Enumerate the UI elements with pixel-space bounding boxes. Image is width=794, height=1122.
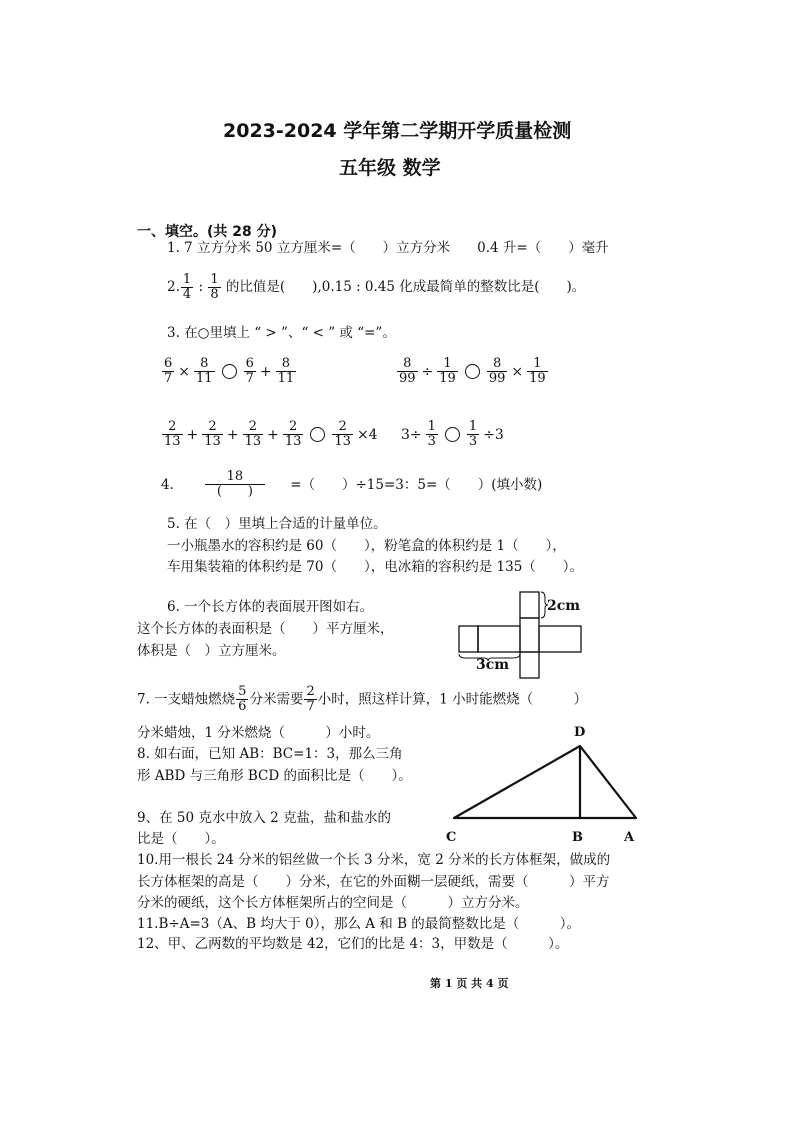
operator: × (178, 363, 191, 380)
question-10-line2: 长方体框架的高是（ ）分米，在它的外面糊一层硬纸，需要（ ）平方 (137, 874, 610, 890)
question-text: 分米需要 (249, 691, 304, 708)
label-point-d: D (574, 725, 586, 740)
question-7-line2: 分米蜡烛，1 分米燃烧（ ）小时。 (137, 725, 380, 741)
fraction: $\frac{8}{99}$ (488, 356, 506, 386)
question-text: 小时，照这样计算，1 小时能燃烧（ ） (317, 691, 588, 708)
question-11: 11.B÷A=3（A、B 均大于 0），那么 A 和 B 的最简整数比是（ ）。 (137, 916, 581, 932)
question-5-line2: 车用集装箱的体积约是 70（ ），电冰箱的容积约是 135（ ）。 (167, 559, 584, 575)
net-face-bottom (520, 652, 539, 678)
label-point-a: A (624, 830, 635, 845)
fraction: $\frac{2}{13}$ (204, 419, 221, 449)
fraction: $\frac{2}{13}$ (284, 419, 302, 449)
label-point-c: C (446, 830, 457, 845)
compare-circle[interactable] (222, 364, 237, 379)
question-10-line3: 分米的硬纸，这个长方体框架所占的空间是（ ）立方分米。 (137, 895, 529, 911)
question-1: 1. 7 立方分米 50 立方厘米=（ ）立方分米 0.4 升=（ ）毫升 (167, 240, 609, 256)
operator: × (511, 363, 524, 380)
net-face-left (478, 626, 520, 652)
operator: ÷3 (483, 426, 504, 443)
fraction: $\frac{2}{13}$ (334, 419, 351, 449)
operator: + (267, 426, 279, 443)
fraction: $\frac{2}{13}$ (244, 419, 262, 449)
question-5-line1: 一小瓶墨水的容积约是 60（ ），粉笔盒的体积约是 1（ ）， (167, 538, 566, 554)
fraction: $\frac{1}{4}$ (182, 272, 192, 302)
compare-expression-4 (398, 420, 507, 449)
question-10-line1: 10.用一根长 24 分米的铝丝做一个长 3 分米，宽 2 分米的长方体框架，做成的 (137, 852, 611, 868)
label-3cm: 3cm (476, 657, 510, 673)
fraction: $\frac{1}{19}$ (529, 356, 546, 386)
question-text: =（ ）÷15=3：5=（ ）(填小数) (290, 476, 543, 493)
label-2cm: 2cm (547, 598, 581, 614)
fraction: $\frac{8}{11}$ (277, 356, 295, 386)
operator: 3÷ (401, 426, 422, 443)
fraction: $\frac{1}{3}$ (468, 419, 478, 449)
question-3: 3. 在○里填上 “ > ”、“ < ” 或 “=”。 (167, 325, 396, 341)
question-4 (161, 470, 542, 499)
question-2 (167, 273, 585, 302)
section-heading: 一、填空。(共 28 分) (137, 224, 278, 240)
fraction: $\frac{2}{13}$ (164, 419, 181, 449)
fraction: $\frac{2}{7}$ (306, 684, 315, 714)
question-number: 2. (167, 279, 180, 295)
question-5: 5. 在（ ）里填上合适的计量单位。 (167, 516, 387, 532)
question-text: 7. 一支蜡烛燃烧 (137, 691, 236, 708)
fraction: $\frac{1}{19}$ (439, 356, 456, 386)
operator: ÷ (421, 363, 434, 380)
question-9-line2: 比是（ ）。 (137, 831, 225, 847)
operator: + (226, 426, 239, 443)
page-title: 2023-2024 学年第二学期开学质量检测 (223, 120, 572, 142)
page-footer: 第 1 页 共 4 页 (430, 977, 509, 990)
fraction: $\frac{1}{8}$ (210, 272, 219, 302)
compare-circle[interactable] (465, 364, 480, 379)
question-9-line1: 9、在 50 克水中放入 2 克盐，盐和盐水的 (137, 810, 392, 826)
compare-expression-2 (396, 357, 549, 386)
compare-circle[interactable] (445, 427, 460, 442)
question-12: 12、甲、乙两数的平均数是 42，它们的比是 4：3，甲数是（ ）。 (137, 936, 569, 952)
net-face-left-end (459, 626, 478, 652)
fraction: $\frac{6}{7}$ (245, 356, 254, 386)
operator: + (186, 426, 199, 443)
page-subtitle: 五年级 数学 (339, 157, 441, 179)
compare-circle[interactable] (310, 427, 325, 442)
fraction: $\frac{5}{6}$ (238, 684, 247, 714)
triangle-diagram (450, 742, 640, 822)
fraction: $\frac{1}{3}$ (427, 419, 436, 449)
question-6-line2: 体积是（ ）立方厘米。 (137, 643, 286, 659)
question-7 (137, 685, 587, 714)
operator: + (259, 363, 272, 380)
question-6-line1: 这个长方体的表面积是（ ）平方厘米， (137, 621, 394, 637)
colon-symbol: : (198, 279, 204, 295)
triangle-acd (454, 746, 636, 818)
question-number: 4. (161, 476, 174, 493)
label-point-b: B (572, 830, 583, 845)
net-face-center (520, 618, 539, 652)
fraction: $\frac{8}{11}$ (196, 356, 213, 386)
operator: ×4 (356, 426, 378, 443)
fraction: $\frac{18}{( )}$ (205, 470, 265, 499)
fraction: $\frac{6}{7}$ (164, 356, 173, 386)
net-face-right (539, 626, 581, 652)
compare-expression-1 (161, 357, 297, 386)
net-face-top (520, 592, 539, 618)
question-8-line2: 形 ABD 与三角形 BCD 的面积比是（ ）。 (137, 768, 412, 784)
question-8-line1: 8. 如右面，已知 AB：BC=1：3，那么三角 (137, 746, 403, 762)
question-text: 的比值是( ),0.15 : 0.45 化成最简单的整数比是( )。 (225, 279, 586, 295)
fraction: $\frac{8}{99}$ (399, 356, 416, 386)
question-6: 6. 一个长方体的表面展开图如右。 (167, 599, 374, 615)
compare-expression-3 (161, 420, 381, 449)
